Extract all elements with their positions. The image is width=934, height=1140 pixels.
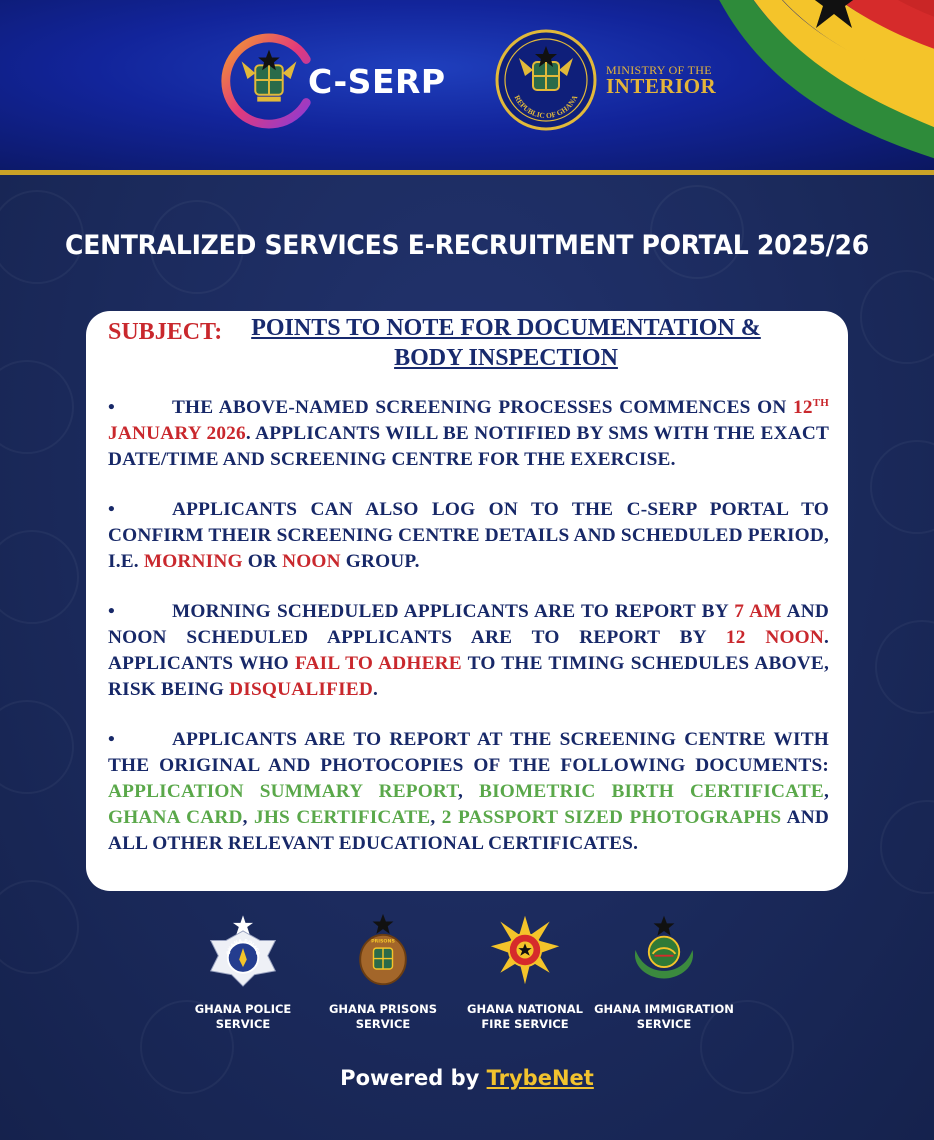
bullet-item-documents: • APPLICANTS ARE TO REPORT AT THE SCREENING CENTRE WITH THE ORIGINAL AND PHOTOCOPIES OF THE FOLLOWING DOCUMENTS: APPLICATION SUMMARY REPORT, BIOMETRIC BIRTH CERTIFICATE, GHANA CARD, JHS CERTIFICATE, 2 PASSPORT SIZED PHOTOGRAPHS AND ALL OTHER RELEVANT EDUCATIONAL CERTIFICATES. xyxy=(108,729,829,854)
document-birth-certificate: BIOMETRIC BIRTH CERTIFICATE xyxy=(479,781,824,802)
service-police xyxy=(168,912,318,1032)
ministry-of-interior-logo xyxy=(494,28,716,132)
subject-line2: BODY INSPECTION xyxy=(394,345,618,371)
service-prisons xyxy=(308,912,458,1032)
morning-report-time: 7 AM xyxy=(734,601,782,622)
commencement-date: 12TH JANUARY 2026 xyxy=(108,397,829,444)
cserp-logo-text: C-SERP xyxy=(308,61,446,101)
noon-group: NOON xyxy=(282,551,341,572)
cserp-logo xyxy=(220,32,446,130)
watermark-emblem xyxy=(0,700,74,794)
watermark-emblem xyxy=(860,270,934,364)
services-row xyxy=(0,912,934,1032)
cserp-ring-icon xyxy=(220,32,318,130)
bullet-icon: • xyxy=(108,499,115,520)
powered-by xyxy=(0,1066,934,1090)
seal-text: REPUBLIC OF GHANA xyxy=(512,93,580,121)
document-summary-report: APPLICATION SUMMARY REPORT xyxy=(108,781,459,802)
document-ghana-card: GHANA CARD xyxy=(108,807,243,828)
bullet-icon: • xyxy=(108,729,115,750)
watermark-emblem xyxy=(880,800,934,894)
service-name-line2: SERVICE xyxy=(636,1017,692,1031)
subject-line1: POINTS TO NOTE FOR DOCUMENTATION & xyxy=(251,315,761,341)
service-name-line2: SERVICE xyxy=(355,1017,411,1031)
prisons-emblem-text: PRISONS xyxy=(371,939,395,945)
gold-divider xyxy=(0,170,934,175)
bullet-icon: • xyxy=(108,601,115,622)
ministry-line2: INTERIOR xyxy=(606,73,717,98)
watermark-emblem xyxy=(875,620,934,714)
ministry-line1: MINISTRY OF THE xyxy=(606,62,712,77)
ghana-flag-icon xyxy=(714,0,934,170)
document-passport-photos: 2 PASSPORT SIZED PHOTOGRAPHS xyxy=(441,807,782,828)
service-fire xyxy=(450,912,600,1032)
morning-group: MORNING xyxy=(143,551,243,572)
trybenet-link[interactable]: TrybeNet xyxy=(486,1066,594,1090)
header-banner xyxy=(0,0,934,170)
disqualified: DISQUALIFIED xyxy=(229,679,373,700)
watermark-emblem xyxy=(0,360,74,454)
watermark-emblem xyxy=(0,530,79,624)
service-name-line2: SERVICE xyxy=(215,1017,271,1031)
bullet-icon: • xyxy=(108,397,115,418)
bullet-item-reporting-time: • MORNING SCHEDULED APPLICANTS ARE TO REPORT BY 7 AM AND NOON SCHEDULED APPLICANTS ARE TO REPORT BY 12 NOON. APPLICANTS WHO FAIL TO ADHERE TO THE TIMING SCHEDULES ABOVE, RISK BEING DISQUALIFIED. xyxy=(108,601,829,700)
subject-label: SUBJECT: xyxy=(108,319,223,345)
coat-of-arms-icon xyxy=(242,50,297,102)
document-jhs-certificate: JHS CERTIFICATE xyxy=(254,807,431,828)
noon-report-time: 12 NOON xyxy=(725,627,824,648)
service-name-line1: GHANA PRISONS xyxy=(328,1002,438,1016)
bullet-item-portal-check: • APPLICANTS CAN ALSO LOG ON TO THE C-SERP PORTAL TO CONFIRM THEIR SCREENING CENTRE DETAILS AND SCHEDULED PERIOD, I.E. MORNING OR NOON GROUP. xyxy=(108,499,829,572)
notice-bullets xyxy=(108,395,829,881)
service-name-line1: GHANA IMMIGRATION xyxy=(594,1002,734,1016)
republic-seal-icon xyxy=(494,28,598,132)
police-emblem-text: GHANA POLICE xyxy=(226,939,260,956)
police-badge-icon xyxy=(205,912,281,988)
watermark-emblem xyxy=(870,440,934,534)
powered-by-label: Powered by xyxy=(340,1066,480,1090)
service-name-line1: GHANA NATIONAL xyxy=(467,1002,583,1016)
service-name-line2: FIRE SERVICE xyxy=(481,1017,569,1031)
fire-service-badge-icon xyxy=(487,912,563,988)
fail-to-adhere: FAIL TO ADHERE xyxy=(295,653,462,674)
bullet-item-commencement: • THE ABOVE-NAMED SCREENING PROCESSES COMMENCES ON 12TH JANUARY 2026. APPLICANTS WILL BE NOTIFIED BY SMS WITH THE EXACT DATE/TIME AND SCREENING CENTRE FOR THE EXERCISE. xyxy=(108,397,830,470)
immigration-badge-icon xyxy=(626,912,702,988)
service-name-line1: GHANA POLICE xyxy=(194,1002,292,1016)
service-immigration xyxy=(589,912,739,1032)
subject-title xyxy=(236,313,776,373)
prisons-badge-icon xyxy=(345,912,421,988)
notice-card xyxy=(86,311,848,891)
portal-title: CENTRALIZED SERVICES E-RECRUITMENT PORTAL 2025/26 xyxy=(65,230,869,261)
